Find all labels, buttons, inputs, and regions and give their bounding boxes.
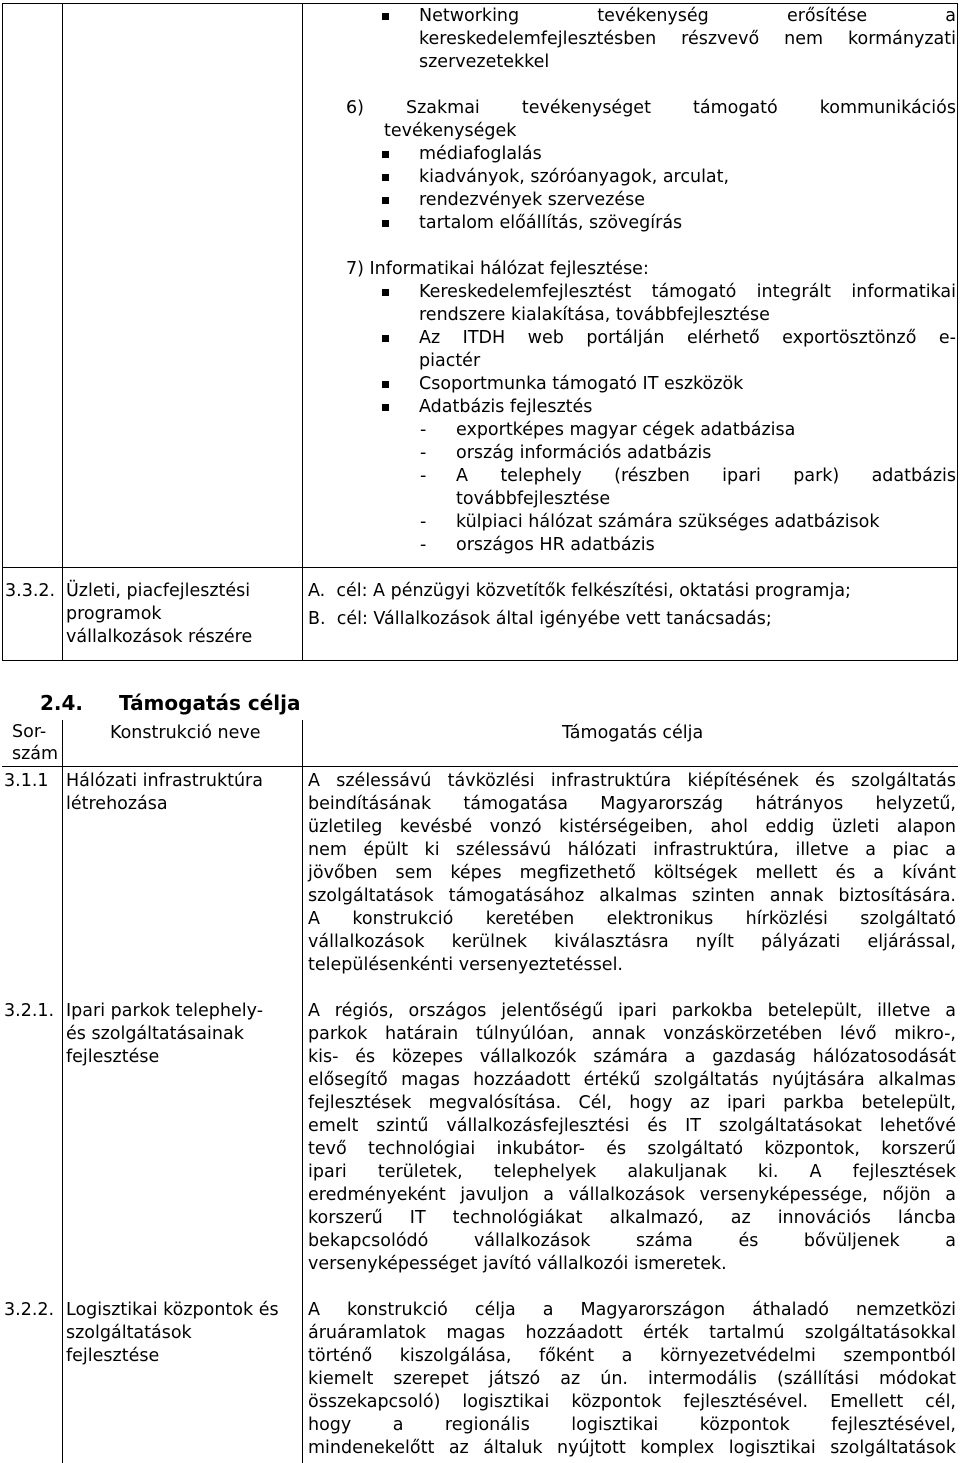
dash-bullet-icon: - [420, 443, 427, 463]
construction-name: Üzleti, piacfejlesztési [66, 581, 251, 601]
square-bullet-icon [382, 197, 389, 204]
row-number: 3.2.1. [4, 1001, 55, 1021]
text-line: áruáramlatok magas hozzáadott érték tartalmú szolgáltatásokkal [308, 1323, 956, 1343]
list-item-text: kiadványok, szóróanyagok, arculat, [419, 167, 730, 187]
dash-bullet-icon: - [420, 535, 427, 555]
table-border-left [2, 3, 3, 661]
list-item [384, 189, 956, 212]
list-item-text: Adatbázis fejlesztés [419, 397, 593, 417]
text-line: üzletileg kevésbé vonzó kistérségeiben, ahol eddig üzleti alapon [308, 817, 956, 837]
header-support-goal: Támogatás célja [562, 723, 704, 743]
list-item [384, 396, 956, 419]
table-border-right [957, 3, 958, 661]
text-line: összekapcsoló) logisztikai központok fejlesztésével. Emellett cél, [308, 1392, 956, 1412]
list-item [384, 281, 956, 304]
goal-a: A. cél: A pénzügyi közvetítők felkészítési, oktatási programja; [308, 581, 851, 601]
list-item [384, 166, 956, 189]
text-line: A konstrukció célja a Magyarországon áthaladó nemzetközi [308, 1300, 956, 1320]
list-item-text: Kereskedelemfejlesztést támogató integrált informatikai [419, 282, 956, 302]
construction-name: fejlesztése [66, 1047, 160, 1067]
construction-name: fejlesztése [66, 1346, 160, 1366]
sub-list-item [420, 442, 956, 465]
section-number: 2.4. [40, 691, 84, 715]
square-bullet-icon [382, 381, 389, 388]
section-title: Támogatás célja [119, 691, 301, 715]
list-item-text: Networking tevékenység erősítése a [419, 6, 956, 26]
construction-name: és szolgáltatásainak [66, 1024, 244, 1044]
text-line: emelt szintű vállalkozásfejlesztési és IT szolgáltatásokat lehetővé [308, 1116, 956, 1136]
text-line: hogy a regionális logisztikai központok fejlesztésével, [308, 1415, 956, 1435]
sub-list-item [420, 465, 956, 488]
dash-bullet-icon: - [420, 420, 427, 440]
header-sorszam: Sor- [12, 722, 47, 742]
text-line: kiemelt szerepet játszó az ún. intermodális (szállítási módokat [308, 1369, 956, 1389]
square-bullet-icon [382, 13, 389, 20]
square-bullet-icon [382, 220, 389, 227]
list-item-text: szervezetekkel [419, 52, 550, 72]
support-goal-text [308, 770, 956, 977]
table-border-top [2, 3, 958, 4]
row-number: 3.2.2. [4, 1300, 55, 1320]
list-item-text: médiafoglalás [419, 144, 542, 164]
sub-list-item-text: továbbfejlesztése [456, 489, 611, 509]
item-6-title: 6) Szakmai tevékenységet támogató kommunikációs [346, 98, 956, 118]
text-line: fejlesztések megvalósítása. Cél, hogy az ipari parkba betelepült, [308, 1093, 956, 1113]
sub-list-item-text: országos HR adatbázis [456, 535, 655, 555]
support-goal-text [308, 1299, 956, 1460]
square-bullet-icon [382, 289, 389, 296]
list-item-text: Csoportmunka támogató IT eszközök [419, 374, 744, 394]
text-line: kis- és közepes vállalkozók számára a gazdaság hálózatosodását [308, 1047, 956, 1067]
table-header-divider [2, 766, 958, 767]
text-line: eredményeként javuljon a vállalkozások versenyképessége, nőjön a [308, 1185, 956, 1205]
list-item [384, 327, 956, 350]
text-line: történő kiszolgálása, főként a környezetvédelmi szempontból [308, 1346, 956, 1366]
square-bullet-icon [382, 335, 389, 342]
text-line: nem épült ki szélessávú hálózati infrastruktúra, illetve a piac a [308, 840, 956, 860]
text-line: A régiós, országos jelentőségű ipari parkokba betelepült, illetve a [308, 1001, 956, 1021]
table-col-divider [62, 3, 63, 661]
text-line: parkok határain túlnyúlóan, annak vonzáskörzetében lévő mikro-, [308, 1024, 956, 1044]
list-item [384, 212, 956, 235]
list-item [384, 143, 956, 166]
text-line: elősegítő magas hozzáadott értékű szolgáltatás nyújtására alkalmas [308, 1070, 956, 1090]
list-item-text: rendezvények szervezése [419, 190, 645, 210]
item-7-title: 7) Informatikai hálózat fejlesztése: [346, 259, 649, 279]
square-bullet-icon [382, 404, 389, 411]
table-col-divider [302, 720, 303, 1463]
square-bullet-icon [382, 174, 389, 181]
text-line: mindenekelőtt az általuk nyújtott komplex logisztikai szolgáltatások [308, 1438, 956, 1458]
square-bullet-icon [382, 151, 389, 158]
list-item-text: rendszere kialakítása, továbbfejlesztése [419, 305, 770, 325]
table-border-bottom [2, 660, 958, 661]
text-line: versenyképességet javító vállalkozói ismeretek. [308, 1254, 727, 1274]
sub-list-item [420, 534, 956, 557]
text-line: korszerű IT technológiákat alkalmazó, az innovációs láncba [308, 1208, 956, 1228]
list-item-text: tartalom előállítás, szövegírás [419, 213, 683, 233]
construction-name: programok [66, 604, 162, 624]
construction-name: Hálózati infrastruktúra [66, 771, 263, 791]
dash-bullet-icon: - [420, 466, 427, 486]
table-col-divider [302, 3, 303, 661]
text-line: szolgáltatások támogatásához alkalmas szinten annak biztosítására. [308, 886, 956, 906]
text-line: ipari területek, telephelyek alakuljanak ki. A fejlesztések [308, 1162, 956, 1182]
text-line: A konstrukció keretében elektronikus hírközlési szolgáltató [308, 909, 956, 929]
construction-name: szolgáltatások [66, 1323, 192, 1343]
list-item-text: kereskedelemfejlesztésben részvevő nem kormányzati [419, 29, 956, 49]
header-construction-name: Konstrukció neve [110, 723, 261, 743]
row-number: 3.3.2. [5, 581, 56, 601]
list-item-text: piactér [419, 351, 481, 371]
text-line: beindításának támogatása Magyarország hátrányos helyzetű, [308, 794, 956, 814]
construction-name: létrehozása [66, 794, 168, 814]
row-number: 3.1.1 [4, 771, 49, 791]
goal-b: B. cél: Vállalkozások által igényébe vett tanácsadás; [308, 609, 772, 629]
text-line: településenkénti versenyeztetéssel. [308, 955, 623, 975]
text-line: tevő technológiai inkubátor- és szolgáltató központok, korszerű [308, 1139, 956, 1159]
sub-list-item [420, 511, 956, 534]
item-6-title: tevékenységek [384, 121, 517, 141]
text-line: bekapcsolódó vállalkozások száma és bővüljenek a [308, 1231, 956, 1251]
construction-name: vállalkozások részére [66, 627, 253, 647]
sub-list-item [420, 419, 956, 442]
list-item [384, 5, 956, 28]
construction-name: Logisztikai központok és [66, 1300, 279, 1320]
list-item [384, 373, 956, 396]
support-goal-text [308, 1000, 956, 1276]
construction-name: Ipari parkok telephely- [66, 1001, 264, 1021]
list-item-text: Az ITDH web portálján elérhető exportösztönző e- [419, 328, 956, 348]
sub-list-item-text: külpiaci hálózat számára szükséges adatbázisok [456, 512, 880, 532]
sub-list-item-text: exportképes magyar cégek adatbázisa [456, 420, 796, 440]
text-line: A szélessávú távközlési infrastruktúra kiépítésének és szolgáltatás [308, 771, 956, 791]
sub-list-item-text: ország információs adatbázis [456, 443, 712, 463]
text-line: vállalkozások kerülnek kiválasztásra nyílt pályázati eljárással, [308, 932, 956, 952]
dash-bullet-icon: - [420, 512, 427, 532]
table-row-divider [2, 567, 958, 568]
table-col-divider [62, 720, 63, 1463]
sub-list-item-text: A telephely (részben ipari park) adatbázis [456, 466, 956, 486]
header-sorszam: szám [12, 744, 59, 764]
text-line: jövőben sem képes megfizethető költségek mellett és a kívánt [308, 863, 956, 883]
